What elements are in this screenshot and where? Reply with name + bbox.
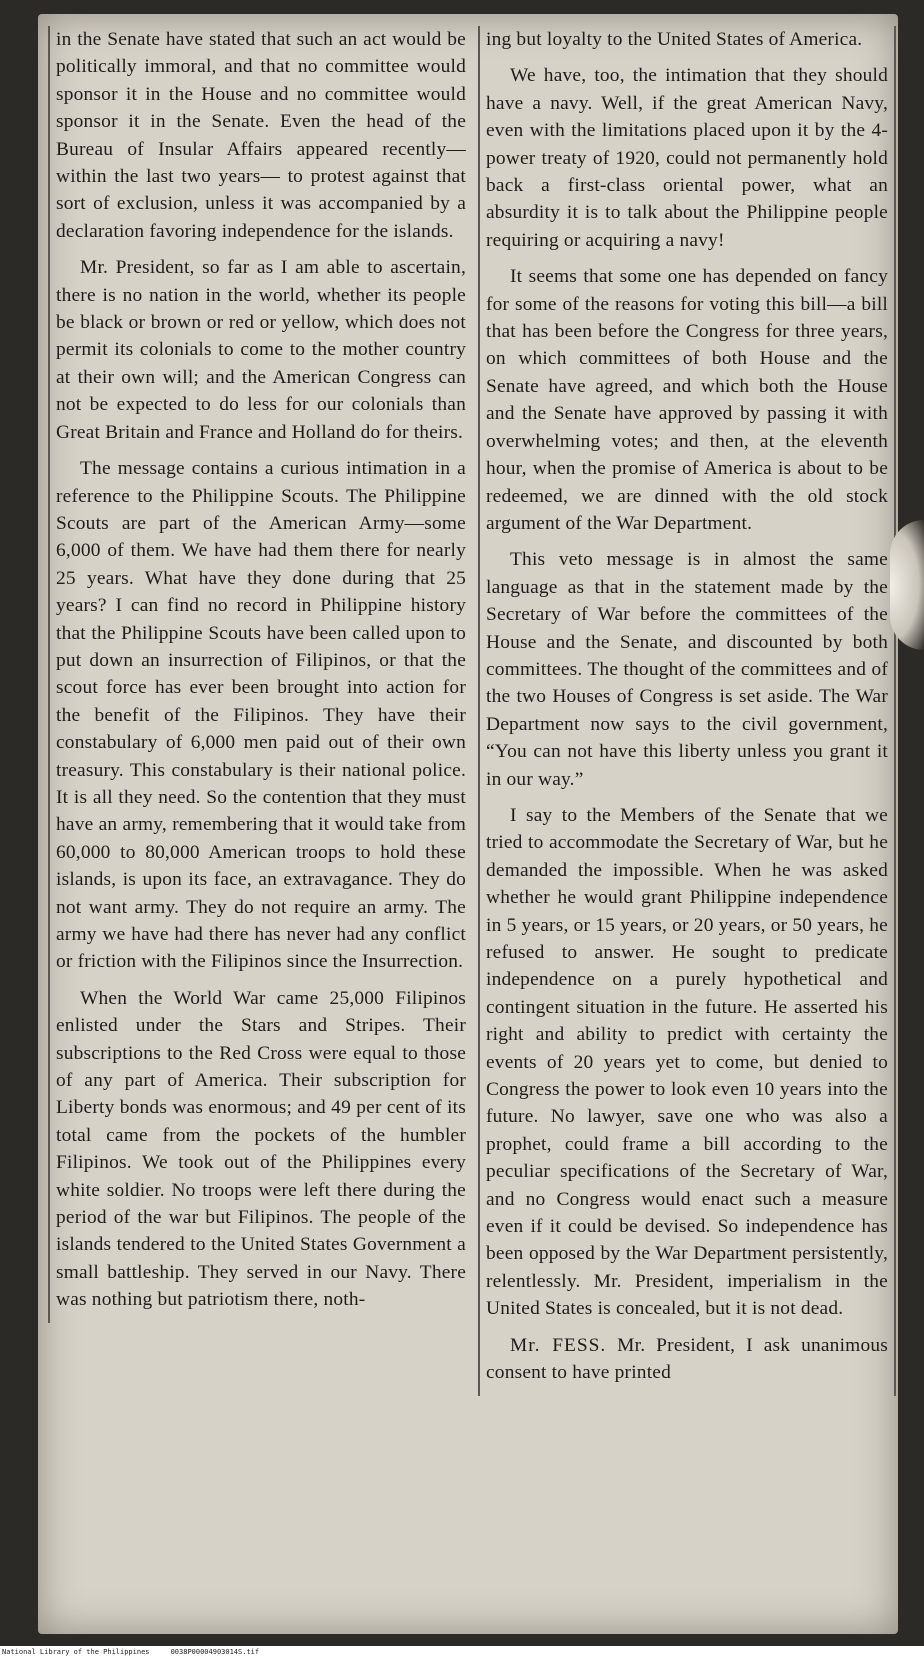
footer-library: National Library of the Philippines	[2, 1648, 150, 1656]
right-paragraph-4: This veto message is in almost the same language as that in the statement made by the Secretary of War before the committees of the House and the Senate, and discounted by both committees. The thought of the committees and of the two Houses of Congress is set aside. The War Department now says to the civil government, “You can not have this liberty unless you grant it in our way.”	[486, 549, 888, 790]
right-paragraph-2: We have, too, the intimation that they should have a navy. Well, if the great American Navy, even with the limitations placed upon it by the 4-power treaty of 1920, could not permanently hold back a first-class oriental power, what an absurdity it is to talk about the Philippine people requiring or acquiring a navy!	[486, 65, 888, 251]
speaker-name: Mr. FESS.	[510, 1334, 607, 1356]
left-paragraph-4: When the World War came 25,000 Filipinos enlisted under the Stars and Stripes. Their subscriptions to the Red Cross were equal to those of any part of America. Their subscription for Liberty bonds was enormous; and 49 per cent of its total came from the pockets of the humbler Filipinos. We took out of the Philippines every white soldier. No troops were left there during the period of the war but Filipinos. The people of the islands tendered to the United States Government a small battleship. They served in our Navy. There was nothing but patriotism there, noth-	[56, 987, 466, 1311]
left-paragraph-3: The message contains a curious intimation in a reference to the Philippine Scouts. The Philippine Scouts are part of the American Army—some 6,000 of them. We have had them there for nearly 25 years. What have they done during that 25 years? I can find no record in Philippine history that the Philippine Scouts have been called upon to put down an insurrection of Filipinos, or that the scout force has ever been brought into action for the benefit of the Filipinos. They have their constabulary of 6,000 men paid out of their own treasury. This constabulary is their national police. It is all they need. So the contention that they must have an army, remembering that it would take from 60,000 to 80,000 American troops to hold these islands, is upon its face, an extravagance. They do not want army. They do not require an army. The army we have had there has never had any conflict or friction with the Filipinos since the Insurrection.	[56, 458, 466, 973]
left-paragraph-1: in the Senate have stated that such an act would be politically immoral, and that no committee would sponsor it in the House and no committee would sponsor it in the Senate. Even the head of the Bureau of Insular Affairs appeared recently—within the last two years— to protest against that sort of exclusion, unless it was accompanied by a declaration favoring independence for the islands.	[56, 29, 466, 242]
left-paragraph-2: Mr. President, so far as I am able to ascertain, there is no nation in the world, whether its people be black or brown or red or yellow, which does not permit its colonials to come to the mother country at their own will; and the American Congress can not be expected to do less for our colonials than Great Britain and France and Holland do for theirs.	[56, 257, 466, 443]
closing-paragraph	[486, 1332, 888, 1387]
page-curl	[890, 520, 924, 650]
right-paragraph-3: It seems that some one has depended on fancy for some of the reasons for voting this bill—a bill that has been before the Congress for three years, on which committees of both House and the Senate have agreed, and which both the House and the Senate have approved by passing it with overwhelming votes; and then, at the eleventh hour, when the promise of America is about to be redeemed, we are dinned with the old stock argument of the War Department.	[486, 266, 888, 534]
right-paragraph-5: I say to the Members of the Senate that we tried to accommodate the Secretary of War, but he demanded the impossible. When he was asked whether he would grant Philippine independence in 5 years, or 15 years, or 20 years, or 50 years, he refused to answer. He sought to predicate independence on a purely hypothetical and contingent situation in the future. He asserted his right and ability to predict with certainty the events of 20 years yet to come, but denied to Congress the power to look even 10 years into the future. No lawyer, save one who was also a prophet, could frame a bill according to the peculiar specifications of the Secretary of War, and no Congress would enact such a measure even if it could be devised. So independence has been opposed by the War Department persistently, relentlessly. Mr. President, imperialism in the United States is concealed, but it is not dead.	[486, 804, 888, 1320]
right-column	[478, 26, 896, 1396]
closing-text: Mr. President, I ask unanimous consent to have printed	[486, 1334, 888, 1384]
right-paragraph-1: ing but loyalty to the United States of America.	[486, 29, 863, 50]
left-column	[48, 26, 466, 1323]
scan-footer	[0, 1646, 924, 1658]
footer-file-id: 0038P00004903014S.tif	[170, 1648, 260, 1656]
